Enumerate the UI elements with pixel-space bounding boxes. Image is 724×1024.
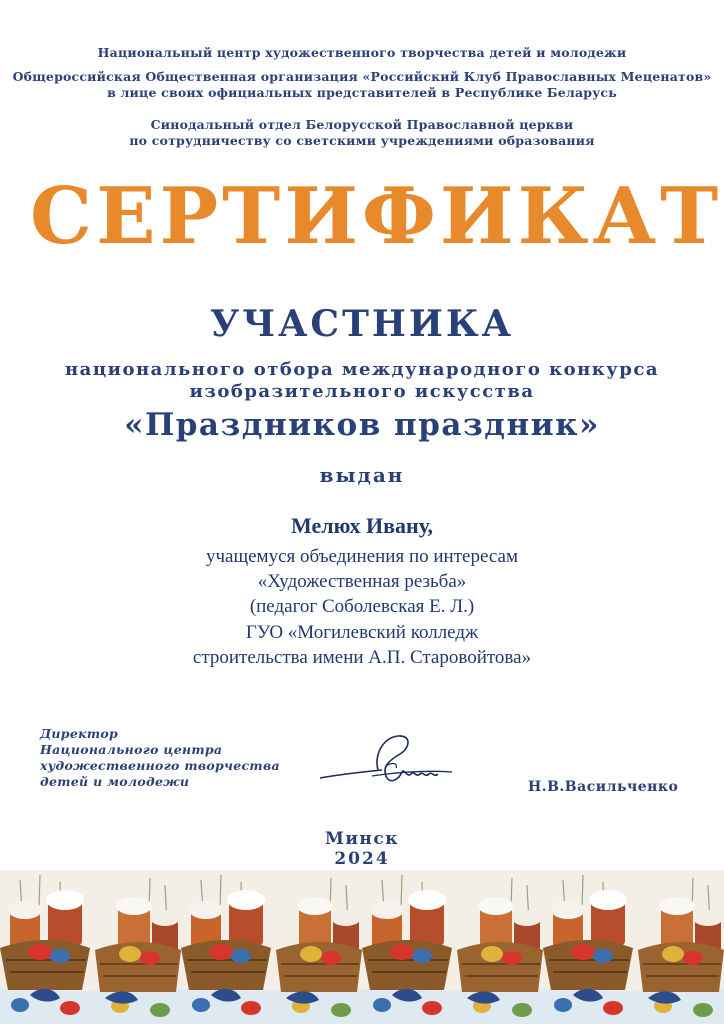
contest-name: «Праздников праздник» bbox=[124, 407, 600, 443]
org-national-center-line: Национальный центр художественного творчества детей и молодежи bbox=[97, 45, 627, 60]
easter-painting-frieze bbox=[0, 870, 724, 1024]
org-russian-club bbox=[0, 69, 724, 101]
recipient-line: «Художественная резьба» bbox=[257, 571, 467, 592]
org-synodal-line1: Синодальный отдел Белорусской Православной церкви bbox=[150, 117, 574, 132]
handwritten-signature bbox=[312, 726, 462, 796]
signer-name: Н.В.Васильченко bbox=[528, 779, 679, 795]
certificate-title: СЕРТИФИКАТ bbox=[30, 171, 723, 262]
recipient-name: Мелюх Ивану, bbox=[290, 513, 433, 538]
director-position-line: детей и молодежи bbox=[40, 774, 190, 789]
recipient-line: ГУО «Могилевский колледж bbox=[245, 622, 479, 643]
city: Минск bbox=[325, 829, 399, 849]
org-russian-club-line1: Общероссийская Общественная организация «Российский Клуб Православных Меценатов» bbox=[12, 69, 712, 84]
director-position-line: Национального центра bbox=[40, 742, 223, 757]
org-national-center bbox=[0, 45, 724, 61]
issued-label: выдан bbox=[319, 463, 405, 487]
certificate-description-line1: национального отбора международного конкурса bbox=[64, 359, 659, 380]
org-russian-club-line2: в лице своих официальных представителей в Республике Беларусь bbox=[107, 85, 617, 100]
recipient-line: строительства имени А.П. Старовойтова» bbox=[192, 647, 532, 668]
org-synodal-line2: по сотрудничеству со светскими учреждениями образования bbox=[129, 133, 595, 148]
certificate-description-line2: изобразительного искусства bbox=[189, 381, 535, 402]
year: 2024 bbox=[334, 849, 390, 869]
recipient-line: (педагог Соболевская Е. Л.) bbox=[249, 596, 475, 617]
certificate-subtitle: УЧАСТНИКА bbox=[210, 303, 514, 345]
director-position-line: Директор bbox=[40, 726, 119, 741]
director-position bbox=[40, 726, 300, 790]
recipient-line: учащемуся объединения по интересам bbox=[206, 546, 518, 567]
director-position-line: художественного творчества bbox=[40, 758, 280, 773]
org-synodal-department bbox=[0, 117, 724, 149]
